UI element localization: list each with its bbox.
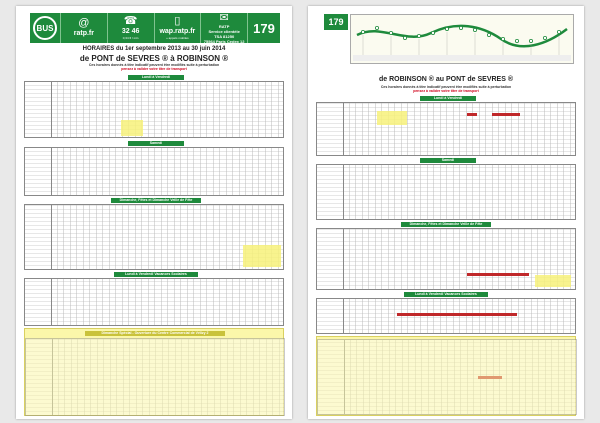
validate-warning: pensez à valider votre titre de transport (413, 89, 479, 93)
timetable-page-outbound (16, 6, 292, 419)
stop-names-column (317, 229, 344, 289)
timetable-grid-saturday (24, 147, 284, 196)
web-contact[interactable] (60, 13, 107, 43)
timetable-grid-school-holidays (24, 278, 284, 326)
mobile-contact[interactable] (154, 13, 201, 43)
phone-icon: ☎ (123, 15, 138, 27)
line-number-badge: 179 (324, 14, 348, 30)
direction-title: de ROBINSON ® au PONT de SEVRES ® (378, 76, 513, 83)
mail-line-2: TSA 81250 (214, 33, 235, 39)
line-number: 179 (247, 13, 280, 43)
section-label-weekday: Lundi à Vendredi (128, 75, 184, 80)
timetable-grid-weekday (24, 81, 284, 138)
phone-contact[interactable] (107, 13, 154, 43)
stop-names-column (25, 82, 52, 137)
timetable-grid-school-holidays (316, 298, 576, 334)
stop-names-column (317, 103, 344, 155)
web-label: ratp.fr (73, 30, 94, 37)
highlighted-timetable-block (316, 336, 576, 416)
ratp-banner (30, 13, 280, 43)
section-label-school-holidays: Lundi à Vendredi Vacances Scolaires (404, 292, 488, 297)
mobile-sub: + appels mobiles (166, 36, 189, 40)
timetable-grid-special-sunday (25, 338, 285, 416)
disclaimer: Ces horaires donnés à titre indicatif peuvent être modifiés suite à perturbation (88, 63, 220, 67)
disclaimer: Ces horaires donnés à titre indicatif peuvent être modifiés suite à perturbation (380, 85, 512, 89)
stop-names-column (25, 148, 52, 195)
mail-contact (200, 13, 247, 43)
section-label-saturday: Samedi (420, 158, 476, 163)
period-title: HORAIRES du 1er septembre 2013 au 30 juin 2014 (82, 46, 226, 52)
timetable-grid-highlighted (317, 339, 577, 415)
mobile-icon: ▯ (174, 15, 181, 27)
phone-label: 32 46 (121, 28, 140, 35)
envelope-icon: ✉ (219, 11, 229, 24)
highlight-block (121, 120, 143, 136)
timetable-page-inbound (308, 6, 584, 419)
section-label-school-holidays: Lundi à Vendredi Vacances Scolaires (114, 272, 198, 277)
alert-mark (397, 313, 517, 316)
timetable-grid-saturday (316, 164, 576, 220)
mobile-label: wap.ratp.fr (159, 28, 196, 35)
special-sunday-block (24, 328, 284, 416)
stop-names-column (318, 340, 345, 414)
section-label-sunday: Dimanche, Fêtes et Dimanche Veille de Fête (401, 222, 491, 227)
section-label-weekday: Lundi à Vendredi (420, 96, 476, 101)
mail-title: RATP (218, 23, 230, 29)
timetable-grid-sunday (24, 204, 284, 270)
alert-mark (478, 376, 502, 379)
timetable-grid-sunday (316, 228, 576, 290)
phone-sub: 0,34 € / min (122, 36, 139, 40)
route-map-graphic (351, 15, 573, 63)
alert-mark (467, 273, 529, 276)
section-label-saturday: Samedi (128, 141, 184, 146)
highlight-block (243, 245, 281, 267)
bus-logo (30, 13, 60, 43)
alert-mark (467, 113, 477, 116)
highlight-block (535, 275, 571, 287)
at-sign-icon: @ (78, 17, 90, 29)
highlight-block (377, 111, 407, 125)
section-label-special-sunday: Dimanche Spécial - Ouverture du Centre Commercial de Vélizy 2 (85, 331, 225, 336)
timetable-grid-weekday (316, 102, 576, 156)
stop-names-column (317, 299, 344, 333)
stop-names-column (25, 205, 52, 269)
stop-names-column (26, 339, 53, 415)
direction-title: de PONT de SEVRES ® à ROBINSON ® (79, 54, 229, 63)
section-label-sunday: Dimanche, Fêtes et Dimanche Veille de Fête (111, 198, 201, 203)
mail-line-3: 75564 Paris Cedex 12 (203, 38, 245, 44)
stop-names-column (317, 165, 344, 219)
stop-names-column (25, 279, 52, 325)
route-map (350, 14, 574, 64)
alert-mark (492, 113, 520, 116)
validate-warning: pensez à valider votre titre de transport (121, 67, 187, 71)
bus-icon: BUS (33, 16, 57, 40)
mail-line-1: Service clientèle (208, 28, 240, 34)
